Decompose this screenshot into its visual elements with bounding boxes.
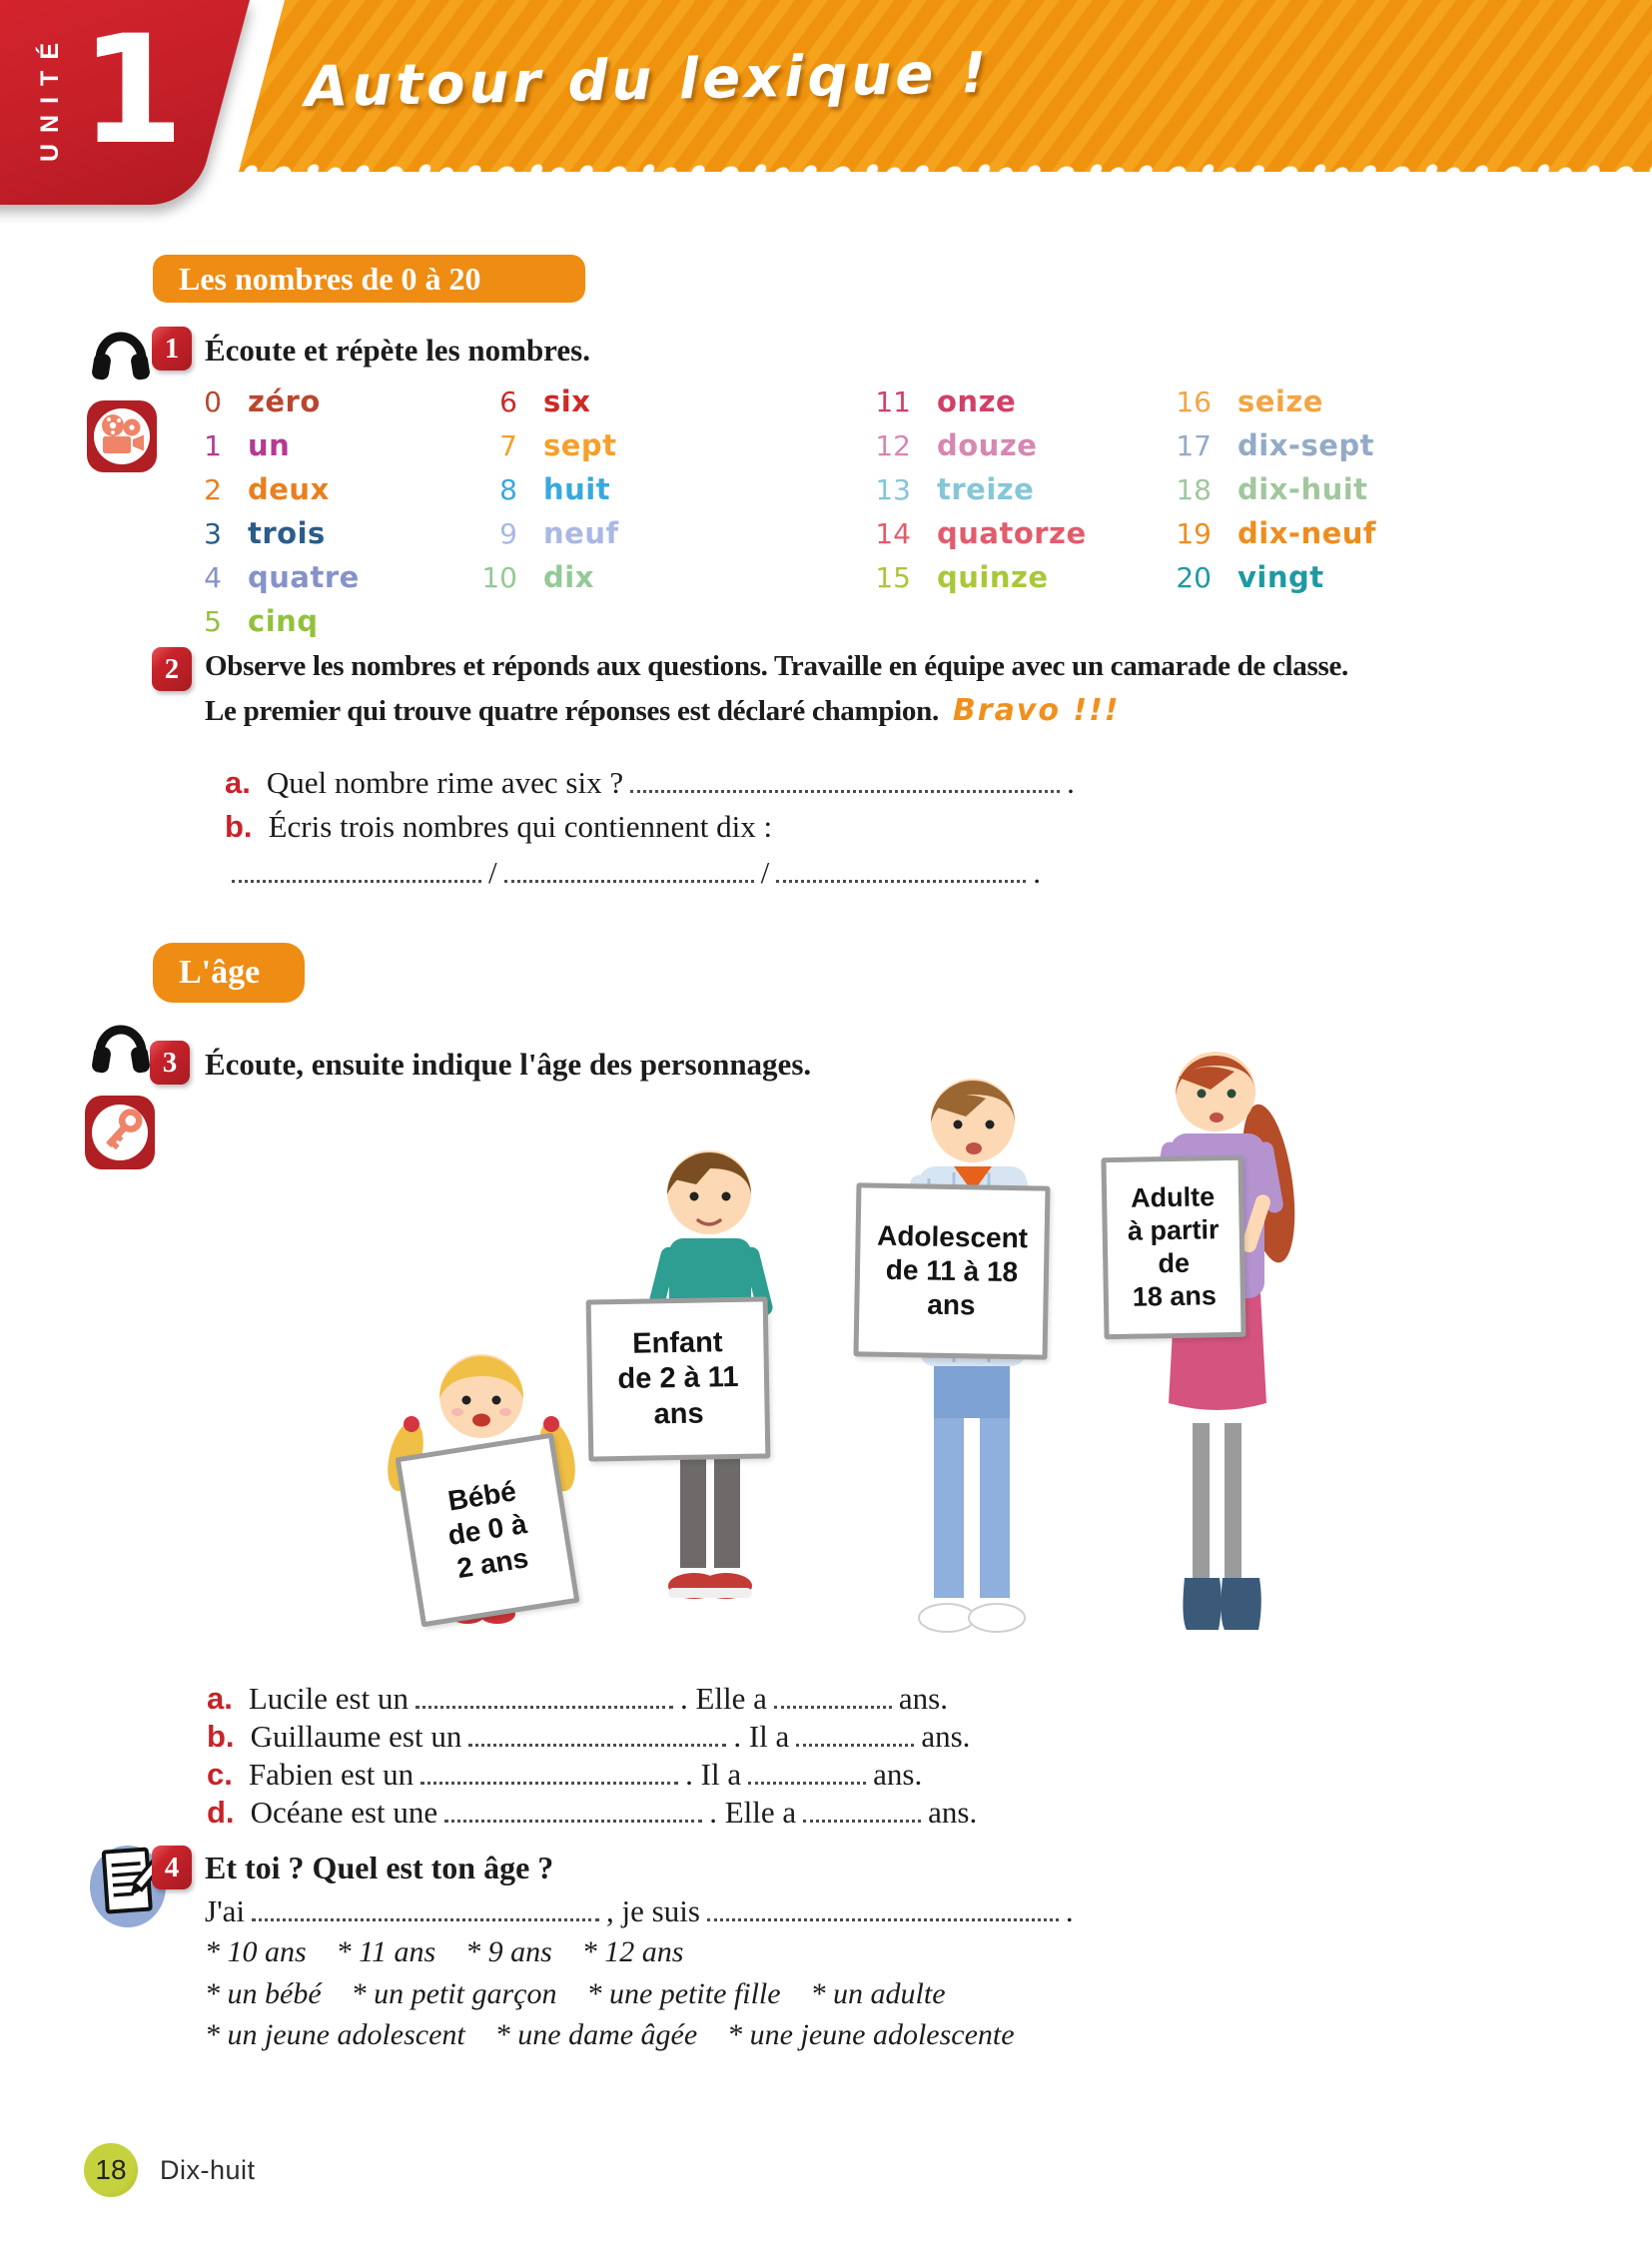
exercise-2-instruction-text: Le premier qui trouve quatre réponses est déclaré champion.	[205, 695, 939, 727]
numbers-column-4	[1132, 379, 1376, 599]
number-item: 15 quinze	[875, 560, 1049, 594]
question-2b: b. Écris trois nombres qui contiennent dix :	[225, 809, 773, 844]
answer-line	[444, 1799, 702, 1823]
number-item: 7 sept	[499, 428, 617, 462]
headphones-icon	[92, 1013, 150, 1079]
answer-line	[420, 1761, 678, 1785]
number-item: 20 vingt	[1176, 560, 1324, 594]
question-2b-answer-row: / / .	[225, 855, 1041, 891]
page-number-word: Dix-huit	[160, 2155, 256, 2185]
section-title-numbers: Les nombres de 0 à 20	[153, 255, 585, 303]
answer-line	[630, 769, 1060, 793]
numbers-column-1	[142, 379, 360, 643]
page-title: Autour du lexique !	[304, 40, 991, 121]
figure-adult-illustration	[1099, 1034, 1368, 1648]
number-item: 17 dix-sept	[1176, 428, 1374, 462]
answer-line	[468, 1723, 726, 1747]
number-item: 4 quatre	[204, 560, 360, 594]
number-item: 18 dix-huit	[1176, 472, 1368, 506]
exercise-2-number: 2	[152, 647, 192, 691]
unit-label: UNITÉ	[36, 32, 64, 162]
exercise-4-answer-line: J'ai , je suis .	[205, 1893, 1074, 1928]
bravo-text: Bravo !!!	[952, 693, 1121, 728]
number-item: 12 douze	[875, 428, 1038, 462]
exercise-1-number: 1	[152, 327, 192, 371]
sign-child: Enfant de 2 à 11 ans	[586, 1296, 771, 1461]
answer-line	[707, 1897, 1059, 1921]
answer-line	[796, 1723, 914, 1747]
answer-line	[415, 1685, 673, 1709]
answer-line	[252, 1897, 599, 1921]
answer-line	[803, 1799, 921, 1823]
number-item: 1 un	[204, 428, 291, 462]
number-item: 8 huit	[499, 472, 611, 506]
number-item: 11 onze	[875, 384, 1017, 418]
exercise-3-number: 3	[150, 1041, 190, 1085]
exercise-4-number: 4	[152, 1846, 192, 1889]
sign-baby: Bébé de 0 à 2 ans	[396, 1433, 580, 1628]
number-item: 6 six	[499, 384, 591, 418]
number-item: 19 dix-neuf	[1176, 516, 1377, 550]
question-2a: a. Quel nombre rime avec six ? .	[225, 765, 1075, 800]
sign-teenager: Adolescent de 11 à 18 ans	[853, 1182, 1050, 1359]
answer-line	[776, 859, 1026, 883]
question-3c: c. Fabien est un . Il a ans.	[207, 1757, 923, 1792]
number-item: 14 quatorze	[875, 516, 1087, 550]
answer-line	[774, 1685, 892, 1709]
exercise-4-options-words-1: * un bébé * un petit garçon * une petite fille * un adulte	[205, 1977, 946, 2010]
numbers-column-3	[831, 379, 1087, 599]
number-item: 3 trois	[204, 516, 326, 550]
question-3d: d. Océane est une . Elle a ans.	[207, 1795, 978, 1830]
figure-teenager-illustration	[834, 1069, 1104, 1658]
answer-line	[748, 1761, 866, 1785]
exercise-2-instruction-line2	[205, 693, 1120, 728]
question-3b: b. Guillaume est un . Il a ans.	[207, 1719, 971, 1754]
exercise-3-instruction: Écoute, ensuite indique l'âge des personnages.	[205, 1047, 812, 1082]
headphones-icon	[92, 320, 150, 385]
number-item: 5 cinq	[204, 604, 319, 638]
exercise-4-title: Et toi ? Quel est ton âge ?	[205, 1850, 554, 1885]
number-item: 16 seize	[1176, 384, 1323, 418]
section-title-age: L'âge	[153, 943, 305, 1003]
exercise-4-options-ages: * 10 ans * 11 ans * 9 ans * 12 ans	[205, 1935, 684, 1968]
answer-line	[232, 859, 481, 883]
unit-number: 1	[80, 4, 185, 178]
page-number-badge: 18	[84, 2143, 138, 2197]
number-item: 0 zéro	[204, 384, 321, 418]
number-item: 13 treize	[875, 472, 1035, 506]
answer-line	[504, 859, 754, 883]
number-item: 2 deux	[204, 472, 330, 506]
number-item: 10 dix	[481, 560, 594, 594]
number-item: 9 neuf	[499, 516, 619, 550]
key-icon	[84, 1095, 156, 1170]
exercise-4-options-words-2: * un jeune adolescent * une dame âgée * une jeune adolescente	[205, 2018, 1015, 2051]
exercise-2-instruction-line1: Observe les nombres et réponds aux questions. Travaille en équipe avec un camarade de classe.	[205, 650, 1348, 682]
exercise-1-instruction: Écoute et répète les nombres.	[205, 333, 590, 368]
question-3a: a. Lucile est un . Elle a ans.	[207, 1681, 948, 1716]
numbers-column-2	[437, 379, 619, 599]
sign-adult: Adulte à partir de 18 ans	[1101, 1155, 1245, 1339]
